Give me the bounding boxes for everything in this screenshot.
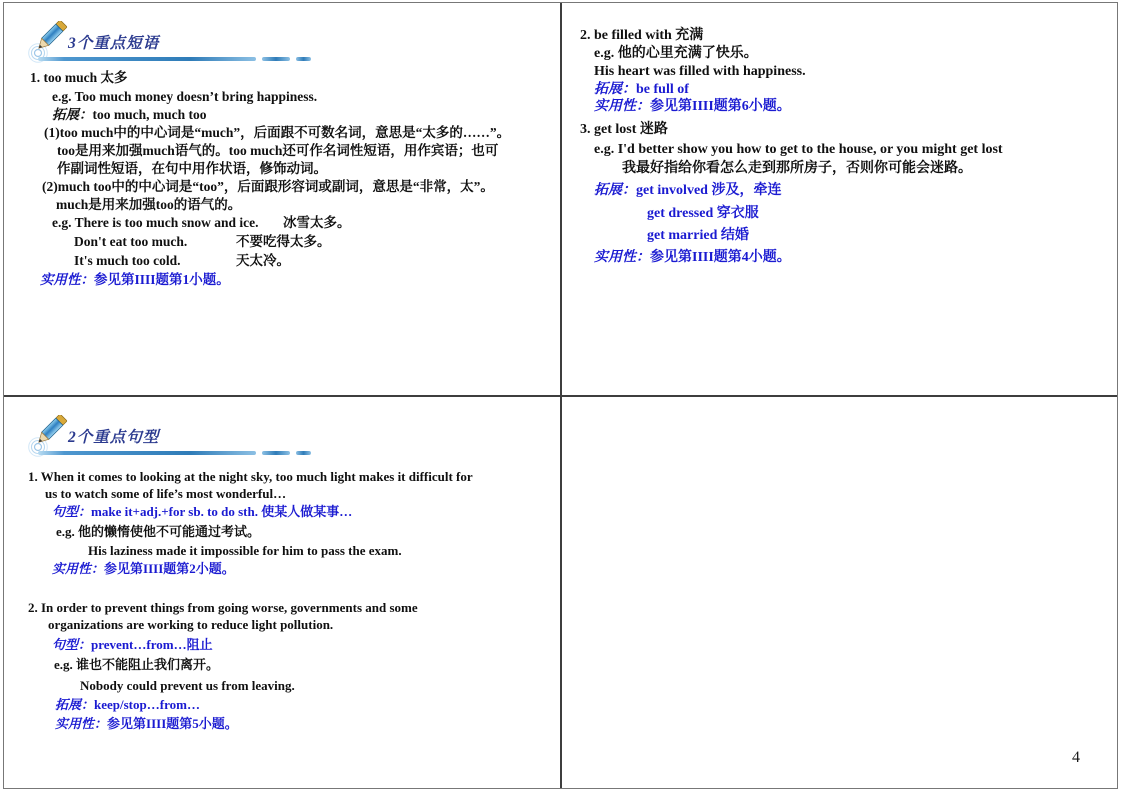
text-line — [52, 503, 352, 520]
text-segment: Nobody could prevent us from leaving. — [80, 678, 295, 693]
section-title: 2个重点句型 — [68, 429, 160, 446]
text-segment: 实用性： — [594, 99, 650, 114]
slide-key-phrases-cont — [562, 3, 1117, 395]
slide-key-phrases — [4, 3, 560, 395]
text-line — [42, 178, 494, 195]
text-line — [55, 715, 238, 732]
text-line — [594, 81, 689, 98]
text-segment: keep/stop…from… — [94, 697, 200, 712]
text-line — [52, 560, 235, 577]
text-segment: 1. When it comes to looking at the night sky, too much light makes it difficult for — [28, 469, 473, 484]
text-segment: 实用性： — [52, 561, 105, 576]
text-segment: 拓展： — [594, 183, 636, 198]
text-segment: us to watch some of life’s most wonderful… — [45, 486, 287, 501]
text-line — [594, 141, 1003, 158]
text-segment: get dressed 穿衣服 — [647, 206, 759, 221]
text-line — [594, 182, 781, 199]
text-line — [56, 523, 260, 540]
text-line — [28, 468, 473, 485]
text-segment: 拓展： — [55, 697, 95, 712]
text-segment: too much, much too — [92, 107, 207, 122]
text-segment: Don't eat too much. — [74, 234, 188, 249]
text-segment: get married 结婚 — [647, 228, 749, 243]
text-line — [52, 214, 351, 231]
text-line — [647, 227, 749, 244]
text-line — [74, 233, 331, 250]
text-segment: 参见第IIII题第6小题。 — [650, 99, 791, 114]
text-segment: 句型： — [52, 504, 92, 519]
slide-blank — [562, 397, 1117, 788]
text-segment: 2. In order to prevent things from going worse, governments and some — [28, 600, 418, 615]
header-rule-dash — [262, 451, 290, 455]
header-rule-dash — [296, 57, 311, 61]
text-segment: 参见第IIII题第4小题。 — [650, 250, 791, 265]
text-segment: e.g. 他的懒惰使他不可能通过考试。 — [56, 524, 261, 539]
page-number: 4 — [1072, 749, 1080, 766]
text-segment: 参见第IIII题第5小题。 — [107, 716, 238, 731]
text-segment: (2)much too中的中心词是“too”，后面跟形容词或副词，意思是“非常，太”。 — [42, 179, 494, 194]
text-segment: 参见第IIII题第1小题。 — [94, 272, 230, 287]
text-segment: 作副词性短语，在句中用作状语，修饰动词。 — [57, 161, 327, 176]
text-line — [48, 616, 333, 633]
section-title: 3个重点短语 — [68, 35, 160, 52]
text-line — [647, 205, 759, 222]
text-line — [30, 69, 128, 86]
text-segment: 3. get lost 迷路 — [580, 122, 668, 137]
text-segment: e.g. 他的心里充满了快乐。 — [594, 46, 758, 61]
text-segment: 实用性： — [594, 250, 650, 265]
text-segment: 不要吃得太多。 — [236, 234, 331, 249]
text-line — [594, 249, 791, 266]
text-segment: e.g. There is too much snow and ice. — [52, 215, 259, 230]
text-segment: 句型： — [52, 637, 92, 652]
text-segment: (1)too much中的中心词是“much”，后面跟不可数名词，意思是“太多的……”。 — [44, 125, 511, 140]
text-line — [45, 485, 286, 502]
text-segment: 参见第IIII题第2小题。 — [104, 561, 235, 576]
text-line — [56, 196, 241, 213]
text-segment: organizations are working to reduce light pollution. — [48, 617, 334, 632]
header-rule-dash — [296, 451, 311, 455]
header-rule-dash — [262, 57, 290, 61]
document-sheet — [3, 2, 1118, 789]
text-line — [74, 252, 290, 269]
text-line — [40, 271, 230, 288]
text-line — [28, 599, 418, 616]
text-segment: too是用来加强much语气的。too much还可作名词性短语，用作宾语；也可 — [57, 143, 499, 158]
text-line — [580, 121, 668, 138]
text-line — [52, 88, 317, 105]
text-segment: 拓展： — [52, 107, 93, 122]
text-segment: e.g. Too much money doesn’t bring happiness. — [52, 89, 318, 104]
text-line — [594, 63, 806, 80]
text-segment: 1. too much 太多 — [30, 70, 128, 85]
text-segment: It's much too cold. — [74, 253, 181, 268]
text-line — [580, 27, 703, 44]
text-segment: make it+adj.+for sb. to do sth. 使某人做某事… — [91, 504, 353, 519]
text-line — [594, 98, 791, 115]
text-line — [88, 542, 402, 559]
text-segment: prevent…from…阻止 — [91, 637, 213, 652]
text-segment: 2. be filled with 充满 — [580, 28, 704, 43]
text-segment: e.g. 谁也不能阻止我们离开。 — [54, 657, 220, 672]
text-segment: get involved 涉及，牵连 — [636, 183, 782, 198]
header-rule — [38, 57, 256, 61]
text-segment: be full of — [636, 82, 689, 97]
text-segment: 实用性： — [55, 716, 108, 731]
text-segment: 天太冷。 — [236, 253, 290, 268]
text-segment: 拓展： — [594, 82, 636, 97]
text-line — [52, 636, 213, 653]
slide-key-sentence-patterns — [4, 397, 560, 788]
text-segment: 实用性： — [40, 272, 94, 287]
text-line — [57, 160, 327, 177]
text-line — [80, 677, 295, 694]
text-segment: His heart was filled with happiness. — [594, 64, 806, 79]
text-segment: 我最好指给你看怎么走到那所房子，否则你可能会迷路。 — [622, 161, 972, 176]
header-rule — [38, 451, 256, 455]
text-line — [54, 656, 219, 673]
text-line — [594, 45, 758, 62]
text-line — [44, 124, 510, 141]
text-line — [52, 106, 207, 123]
text-segment: e.g. I'd better show you how to get to the house, or you might get lost — [594, 142, 1003, 157]
text-segment: much是用来加强too的语气的。 — [56, 197, 242, 212]
text-line — [55, 696, 200, 713]
text-line — [622, 160, 972, 177]
text-segment: His laziness made it impossible for him to pass the exam. — [88, 543, 402, 558]
text-segment: 冰雪太多。 — [283, 215, 351, 230]
text-line — [57, 142, 498, 159]
